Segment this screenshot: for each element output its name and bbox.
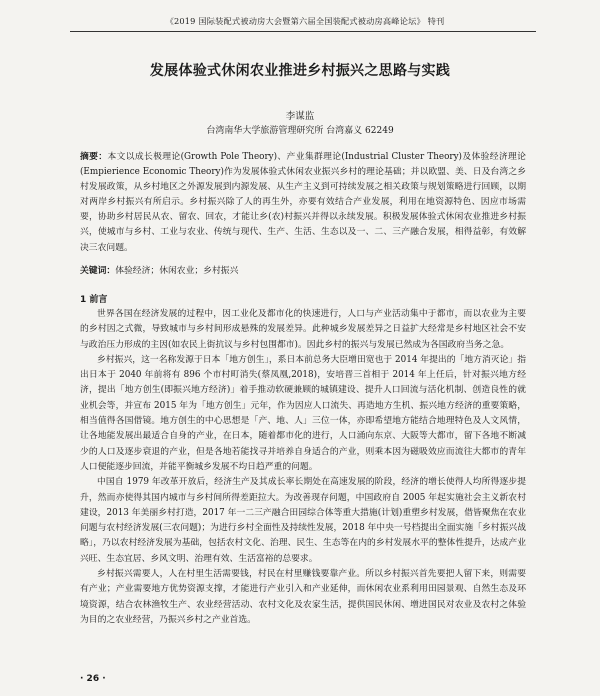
paper-title: 发展体验式休闲农业推进乡村振兴之思路与实践 [149,63,451,79]
paragraph: 中国自 1979 年改革开放后，经济生产及其成长率长期处在高速发展的阶段，经济的增长使得人均所得逐步提升，然而亦使得其国内城市与乡村间所得差距拉大。为改善现存问题，中国政府自 2005 年起实施社会主义新农村建设，2013 年美丽乡村打造，2017 年一二三产融合田园综合体等重大措施(计划)重塑乡村发展，借皆聚焦在农业问题与农村经济发展(三农问题)；为进行乡村全面性及持续性发展，2018 年中央一号档提出全面实施「乡村振兴战略」，乃以农村经济发展为基础，包括农村文化、治理、民生、生态等在内的乡村发展水平的整体性提升，达成产业兴旺、生态宜居、乡风文明、治理有效、生活富裕的总要求。 [80,477,526,564]
keywords-text: 体验经济；休闲农业；乡村振兴 [115,266,239,276]
keywords-label: 关键词： [80,266,116,276]
page-number: · 26 · [80,674,106,684]
paragraph: 乡村振兴需要人，人在村里生活需要钱，村民在村里赚钱要靠产业。所以乡村振兴首先要把人留下来，则需要有产业；产业需要地方优势资源支撑，才能进行产业引入和产业延伸，而休闲农业系利用田园景观、自然生态及环境资源，结合农林渔牧生产、农业经营活动、农村文化及农家生活，提供国民休闲、增进国民对农业及农村之体验为目的之农业经营，乃振兴乡村之产业首选。 [80,569,526,625]
author-affiliation: 台湾南华大学旅游管理研究所 台湾嘉义 62249 [206,126,394,136]
abstract [80,150,526,256]
section-body [80,307,526,628]
keywords [80,264,526,279]
section-heading: 1 前言 [80,295,108,305]
abstract-text: 本文以成长极理论(Growth Pole Theory)、产业集群理论(Industrial Cluster Theory)及体验经济理论(Empierience Economic Theory)作为发展体验式休闲农业振兴乡村的理论基础；并以欧盟、美、日及台湾之乡村发展政策，从乡村地区之外源发展到内源发展、从生产主义到可持续发展之相关政策与规划策略进行回顾，以期对两岸乡村振兴有所启示。乡村振兴除了人的再生外，亦要有效结合产业发展，利用在地资源特色、因应市场需要，协助乡村居民从农、留农、回农，才能让乡(农)村振兴并得以永续发展。积极发展体验式休闲农业推进乡村振兴，使城市与乡村、工业与农业、传统与现代、生产、生活、生态以及一、二、三产融合发展，相得益彰，有效解决三农问题。 [80,152,526,253]
author-name: 李谋监 [285,111,315,122]
paragraph: 乡村振兴，这一名称发源于日本「地方创生」，系日本前总务大臣增田宽也于 2014 年提出的「地方消灭论」指出日本于 2040 年前将有 896 个市村町消失(蔡凤凰,2018)，安培晋三首相于 2014 年上任后，针对振兴地方经济，提出「地方创生(即振兴地方经济)」着手推动软硬兼顾的城镇建设、提升人口回流与活化机制、创造良性的就业机会等，并宣布 2015 年为「地方创生」元年，作为因应人口流失、再造地方生机、振兴地方经济的重要策略，相当值得各国借镜。地方创生的中心思想是「产、地、人」三位一体，亦即希望地方能结合地理特色及人文风情，让各地能发展出最适合自身的产业，在日本，随着都市化的进行，人口涌向东京、大阪等大都市，留下各地不断减少的人口及逐步衰退的产业，但是各地若能找寻并培养自身适合的产业，则乘本因为磁吸效应而流往大都市的青年人口便能逐步回流，并能平衡城乡发展不均日趋严重的问题。 [80,354,526,472]
running-header: 《2019 国际装配式被动房大会暨第六届全国装配式被动房高峰论坛》 特刊 [165,16,445,26]
abstract-label: 摘要： [80,152,108,162]
paragraph: 世界各国在经济发展的过程中，因工业化及都市化的快速进行，人口与产业活动集中于都市，而以农业为主要的乡村因之式微，导致城市与乡村间形成悬殊的发展差异。此种城乡发展差异之日益扩大经常是乡村地区社会不安与政治压力形成的主因(如农民上街抗议与乡村包围都市)。因此乡村的振兴与发展已然成为各国政府当务之急。 [80,309,526,350]
header-rule [70,31,536,32]
